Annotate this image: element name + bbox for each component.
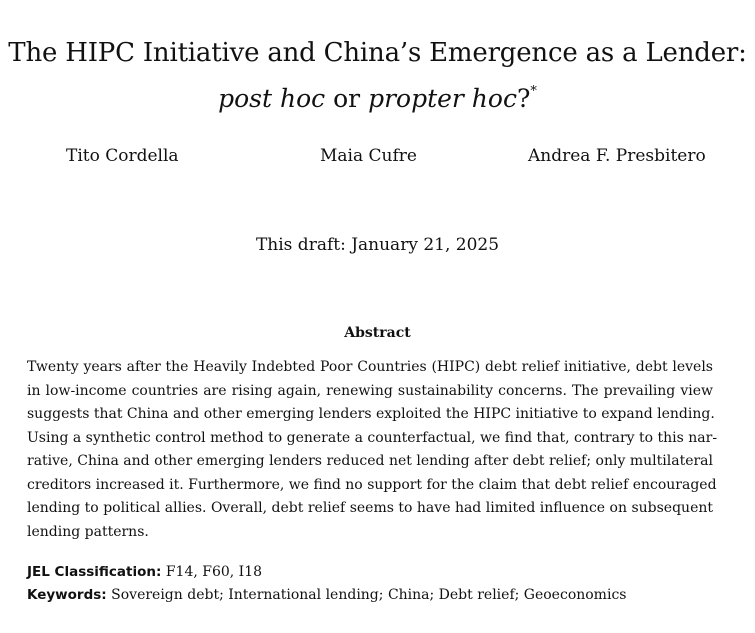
author-2: Maia Cufre [320,146,417,166]
abstract-line: lending patterns. [27,523,149,540]
paper-title-line-1: The HIPC Initiative and China’s Emergence as a Lender: [8,38,747,68]
footnote-mark: * [530,83,537,99]
abstract-line: suggests that China and other emerging lenders exploited the HIPC initiative to expand lending. [27,406,715,422]
title-or: or [325,84,369,113]
abstract-heading: Abstract [344,325,411,341]
title-italic-post-hoc: post hoc [218,84,326,113]
draft-date: This draft: January 21, 2025 [255,235,500,255]
author-3: Andrea F. Presbitero [528,146,706,166]
abstract-line: Twenty years after the Heavily Indebted Poor Countries (HIPC) debt relief initiative, debt levels [27,359,713,375]
jel-label: JEL Classification: [27,564,162,580]
abstract-line: Using a synthetic control method to generate a counterfactual, we find that, contrary to this nar- [27,429,718,446]
jel-value: F14, F60, I18 [161,564,263,580]
title-question-mark: ? [516,84,531,113]
abstract-line: creditors increased it. Furthermore, we find no support for the claim that debt relief encouraged [27,476,717,493]
abstract-line: in low-income countries are rising again, renewing sustainability concerns. The prevailing view [27,382,713,399]
title-italic-propter-hoc: propter hoc [368,84,517,113]
abstract-line: rative, China and other emerging lenders reduced net lending after debt relief; only multilateral [27,453,713,469]
author-1: Tito Cordella [66,146,179,166]
jel-classification [27,564,262,580]
keywords [27,587,626,603]
keywords-value: Sovereign debt; International lending; China; Debt relief; Geoeconomics [106,587,627,603]
abstract-line: lending to political allies. Overall, debt relief seems to have had limited influence on subsequent [27,500,713,516]
keywords-label: Keywords: [27,587,107,603]
abstract-body [27,356,718,544]
paper-title-line-2 [0,84,755,113]
